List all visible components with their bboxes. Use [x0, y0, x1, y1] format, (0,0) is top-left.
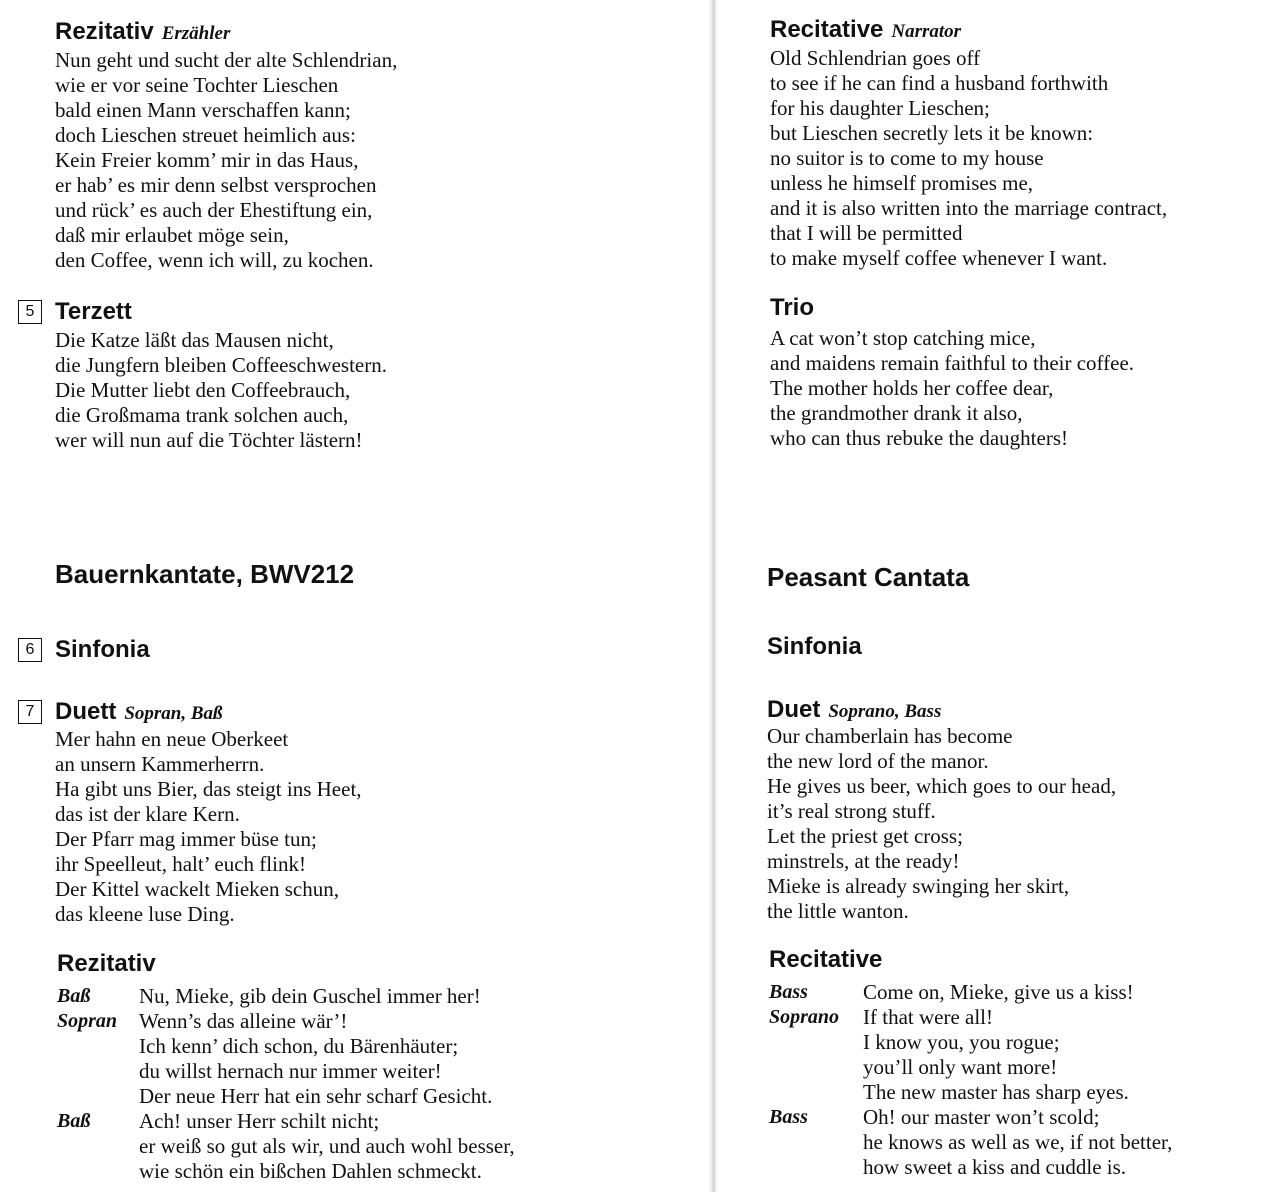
- sinfonia-section: [18, 636, 150, 664]
- rezitativ-erzaehler-section: [55, 18, 397, 273]
- verse-line: daß mir erlaubet möge sein,: [55, 223, 289, 247]
- speaker-role: [57, 1034, 139, 1059]
- verse-line: an unsern Kammerherrn.: [55, 752, 265, 776]
- trio-section: [770, 294, 1134, 451]
- verse-line: Our chamberlain has become: [767, 724, 1013, 748]
- verse-line: Kein Freier komm’ mir in das Haus,: [55, 148, 359, 172]
- verse-line: the grandmother drank it also,: [770, 401, 1023, 425]
- speaker-role: [57, 1159, 139, 1184]
- verse-line: to see if he can find a husband forthwith: [770, 71, 1109, 95]
- verse-line: Der Kittel wackelt Mieken schun,: [55, 877, 339, 901]
- movement-number: 5: [18, 300, 42, 324]
- verse-line: minstrels, at the ready!: [767, 849, 960, 873]
- verse-line: that I will be permitted: [770, 221, 963, 245]
- section-title: Rezitativ: [55, 18, 154, 45]
- dialogue-line: he knows as well as we, if not better,: [863, 1130, 1173, 1154]
- section-heading: [767, 696, 1116, 726]
- verse-line: doch Lieschen streuet heimlich aus:: [55, 123, 356, 147]
- speaker-role: [57, 1084, 139, 1109]
- sinfonia-title: Sinfonia: [767, 633, 862, 660]
- verse-lines: [770, 46, 1167, 271]
- verse-lines: [767, 724, 1116, 924]
- verse-line: who can thus rebuke the daughters!: [770, 426, 1068, 450]
- speaker-role: [769, 1080, 863, 1105]
- verse-line: Mieke is already swinging her skirt,: [767, 874, 1070, 898]
- speaker-role: Bass: [769, 981, 808, 1003]
- verse-line: wie er vor seine Tochter Lieschen: [55, 73, 339, 97]
- duett-section: [18, 698, 362, 927]
- right-page: [712, 0, 1274, 1192]
- speaker-role: Soprano: [769, 1006, 840, 1028]
- verse-line: for his daughter Lieschen;: [770, 96, 990, 120]
- dialogue-line: you’ll only want more!: [863, 1055, 1058, 1079]
- dialogue-line: how sweet a kiss and cuddle is.: [863, 1155, 1127, 1179]
- verse-line: Der Pfarr mag immer büse tun;: [55, 827, 317, 851]
- section-title: Recitative: [769, 946, 883, 973]
- verse-lines: [55, 328, 387, 453]
- speaker-role: [57, 1059, 139, 1084]
- dialogue-line: Der neue Herr hat ein sehr scharf Gesicht.: [139, 1084, 493, 1108]
- verse-line: Ha gibt uns Bier, das steigt ins Heet,: [55, 777, 362, 801]
- speaker-role: Baß: [57, 985, 91, 1007]
- dialogue-line: Ach! unser Herr schilt nicht;: [139, 1109, 380, 1133]
- verse-line: das kleene luse Ding.: [55, 902, 235, 926]
- recitative-section: [769, 946, 1172, 1180]
- section-role: Sopran, Baß: [124, 703, 223, 724]
- dialogue-line: The new master has sharp eyes.: [863, 1080, 1129, 1104]
- verse-line: unless he himself promises me,: [770, 171, 1034, 195]
- cantata-title: Bauernkantate, BWV212: [55, 559, 355, 589]
- verse-line: but Lieschen secretly lets it be known:: [770, 121, 1094, 145]
- speaker-role: Bass: [769, 1106, 808, 1128]
- dialogue-line: Oh! our master won’t scold;: [863, 1105, 1100, 1129]
- verse-lines: [55, 48, 397, 273]
- verse-line: Mer hahn en neue Oberkeet: [55, 727, 289, 751]
- duet-section: [767, 696, 1116, 924]
- verse-line: das ist der klare Kern.: [55, 802, 240, 826]
- section-heading: [55, 698, 362, 728]
- dialogue-lines: [769, 980, 1172, 1180]
- dialogue-line: Nu, Mieke, gib dein Guschel immer her!: [139, 984, 481, 1008]
- verse-line: the new lord of the manor.: [767, 749, 989, 773]
- verse-line: the little wanton.: [767, 899, 909, 923]
- movement-number: 6: [18, 638, 42, 662]
- section-title: Recitative: [770, 16, 884, 43]
- verse-line: The mother holds her coffee dear,: [770, 376, 1054, 400]
- speaker-role: [769, 1130, 863, 1155]
- recitative-narrator-section: [770, 16, 1167, 271]
- verse-line: no suitor is to come to my house: [770, 146, 1044, 170]
- verse-line: Nun geht und sucht der alte Schlendrian,: [55, 48, 398, 72]
- verse-line: and it is also written into the marriage contract,: [770, 196, 1168, 220]
- verse-line: bald einen Mann verschaffen kann;: [55, 98, 351, 122]
- verse-lines: [770, 326, 1134, 451]
- verse-line: ihr Speelleut, halt’ euch flink!: [55, 852, 306, 876]
- dialogue-line: Ich kenn’ dich schon, du Bärenhäuter;: [139, 1034, 459, 1058]
- section-heading: [55, 18, 397, 48]
- section-role: Erzähler: [161, 23, 231, 44]
- section-title: Rezitativ: [57, 950, 156, 977]
- speaker-role: [57, 1134, 139, 1159]
- dialogue-line: wie schön ein bißchen Dahlen schmeckt.: [139, 1159, 482, 1183]
- dialogue-line: Come on, Mieke, give us a kiss!: [863, 980, 1134, 1004]
- rezitativ-section: [57, 950, 515, 1184]
- speaker-role: Sopran: [57, 1010, 118, 1032]
- dialogue-line: du willst hernach nur immer weiter!: [139, 1059, 442, 1083]
- section-title: Trio: [770, 294, 815, 321]
- dialogue-line: If that were all!: [863, 1005, 994, 1029]
- verse-line: He gives us beer, which goes to our head,: [767, 774, 1117, 798]
- cantata-title: Peasant Cantata: [767, 562, 970, 592]
- verse-line: Die Mutter liebt den Coffeebrauch,: [55, 378, 351, 402]
- dialogue-line: er weiß so gut als wir, und auch wohl besser,: [139, 1134, 515, 1158]
- verse-line: Die Katze läßt das Mausen nicht,: [55, 328, 334, 352]
- section-role: Narrator: [891, 21, 962, 42]
- verse-line: die Großmama trank solchen auch,: [55, 403, 349, 427]
- verse-line: and maidens remain faithful to their coffee.: [770, 351, 1135, 375]
- verse-line: to make myself coffee whenever I want.: [770, 246, 1108, 270]
- speaker-role: Baß: [57, 1110, 91, 1132]
- verse-line: den Coffee, wenn ich will, zu kochen.: [55, 248, 374, 272]
- movement-number: 7: [18, 700, 42, 724]
- speaker-role: [769, 1055, 863, 1080]
- section-title: Duet: [767, 696, 821, 723]
- verse-line: A cat won’t stop catching mice,: [770, 326, 1036, 350]
- section-title: Terzett: [55, 298, 132, 325]
- verse-line: und rück’ es auch der Ehestiftung ein,: [55, 198, 373, 222]
- verse-line: er hab’ es mir denn selbst versprochen: [55, 173, 377, 197]
- section-heading: [770, 16, 1167, 46]
- verse-line: it’s real strong stuff.: [767, 799, 936, 823]
- section-role: Soprano, Bass: [828, 701, 942, 722]
- dialogue-line: Wenn’s das alleine wär’!: [139, 1009, 348, 1033]
- section-title: Sinfonia: [55, 636, 150, 663]
- speaker-role: [769, 1030, 863, 1055]
- dialogue-line: I know you, you rogue;: [863, 1030, 1060, 1054]
- speaker-role: [769, 1155, 863, 1180]
- verse-line: Old Schlendrian goes off: [770, 46, 981, 70]
- verse-lines: [55, 727, 362, 927]
- verse-line: die Jungfern bleiben Coffeeschwestern.: [55, 353, 388, 377]
- terzett-section: [18, 298, 387, 453]
- dialogue-lines: [57, 984, 515, 1184]
- verse-line: Let the priest get cross;: [767, 824, 963, 848]
- section-title: Duett: [55, 698, 117, 725]
- verse-line: wer will nun auf die Töchter lästern!: [55, 428, 363, 452]
